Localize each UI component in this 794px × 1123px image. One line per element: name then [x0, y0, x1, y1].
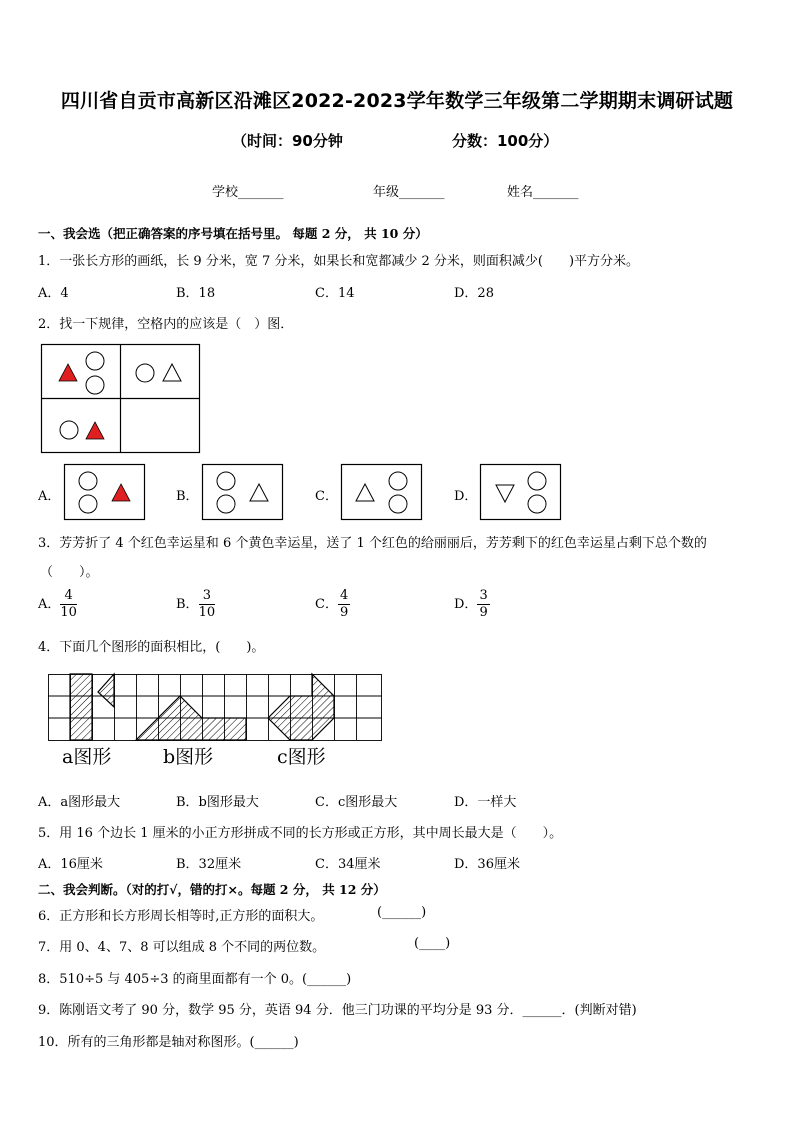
q8-text: 8．510÷5 与 405÷3 的商里面都有一个 0。(______) — [38, 972, 352, 987]
q2-option-b-figure — [202, 464, 284, 522]
q2-option-d: D． — [454, 489, 478, 504]
shape-a — [70, 674, 114, 740]
shape-c — [268, 674, 334, 740]
q1-option-b: B．18 — [176, 286, 216, 301]
q1-option-a: A．4 — [38, 286, 69, 301]
q6-text: 6．正方形和长方形周长相等时,正方形的面积大。 — [38, 909, 324, 924]
circle-icon — [136, 364, 154, 382]
q3-text-continued: （ ）。 — [40, 565, 99, 580]
q3-option-c: C． $\frac{4}{9}$ — [315, 588, 349, 620]
q1-option-c: C．14 — [315, 286, 355, 301]
q2-pattern-grid — [41, 344, 201, 454]
q2-option-a-figure — [64, 464, 146, 522]
q4-option-a: A．a图形最大 — [38, 795, 121, 810]
q1-text: 1．一张长方形的画纸，长 9 分米，宽 7 分米，如果长和宽都减少 2 分米，则面积减少( )平方分米。 — [38, 254, 640, 269]
exam-score: 分数：100分） — [452, 132, 559, 150]
name-field: 姓名_______ — [507, 185, 579, 200]
circle-icon — [60, 421, 78, 439]
q4-option-d: D．一样大 — [454, 795, 517, 810]
q3-option-a: A． $\frac{4}{10}$ — [38, 588, 77, 620]
q2-option-a: A． — [38, 489, 61, 504]
q4-option-b: B．b图形最大 — [176, 795, 259, 810]
q3-option-b: B． $\frac{3}{10}$ — [176, 588, 216, 620]
q2-option-c: C． — [315, 489, 338, 504]
q7-text: 7．用 0、4、7、8 可以组成 8 个不同的两位数。 — [38, 940, 326, 955]
q4-option-c: C．c图形最大 — [315, 795, 398, 810]
grade-field: 年级_______ — [373, 185, 445, 200]
circle-icon — [86, 376, 104, 394]
figure-a-label: a图形 — [62, 746, 112, 768]
q5-option-a: A．16厘米 — [38, 857, 103, 872]
q6-blank[interactable]: (______) — [377, 905, 427, 920]
q3-option-d: D． $\frac{3}{9}$ — [454, 588, 488, 620]
section1-heading: 一、我会选（把正确答案的序号填在括号里。 每题 2 分， 共 10 分） — [38, 226, 428, 241]
circle-icon — [86, 352, 104, 370]
q9-text: 9．陈刚语文考了 90 分，数学 95 分，英语 94 分．他三门功课的平均分是 93 分．______．(判断对错) — [38, 1003, 637, 1018]
q2-option-d-figure — [480, 464, 562, 522]
q4-grid-figure — [48, 674, 384, 742]
q1-option-d: D．28 — [454, 286, 494, 301]
figure-b-label: b图形 — [163, 746, 214, 768]
page-title: 四川省自贡市高新区沿滩区2022-2023学年数学三年级第二学期期末调研试题 — [60, 90, 734, 112]
exam-time: （时间：90分钟 — [232, 132, 343, 150]
q7-blank[interactable]: (____) — [414, 936, 451, 951]
triangle-icon — [163, 364, 181, 381]
school-field: 学校_______ — [212, 185, 284, 200]
q2-option-b: B． — [176, 489, 199, 504]
section2-heading: 二、我会判断。（对的打√，错的打×。每题 2 分， 共 12 分） — [38, 882, 386, 897]
q4-text: 4．下面几个图形的面积相比，( )。 — [38, 640, 265, 655]
q5-option-d: D．36厘米 — [454, 857, 520, 872]
q2-text: 2．找一下规律，空格内的应该是（ ）图． — [38, 317, 294, 332]
q5-text: 5．用 16 个边长 1 厘米的小正方形拼成不同的长方形或正方形，其中周长最大是（ ）。 — [38, 826, 563, 841]
red-triangle-icon — [112, 484, 130, 501]
red-triangle-icon — [86, 422, 104, 439]
red-triangle-icon — [59, 364, 77, 381]
q2-option-c-figure — [341, 464, 423, 522]
q5-option-c: C．34厘米 — [315, 857, 381, 872]
figure-c-label: c图形 — [277, 746, 326, 768]
q5-option-b: B．32厘米 — [176, 857, 242, 872]
q10-text: 10．所有的三角形都是轴对称图形。(______) — [38, 1035, 299, 1050]
q3-text: 3．芳芳折了 4 个红色幸运星和 6 个黄色幸运星，送了 1 个红色的给丽丽后，芳芳剩下的红色幸运星占剩下总个数的 — [38, 536, 707, 551]
